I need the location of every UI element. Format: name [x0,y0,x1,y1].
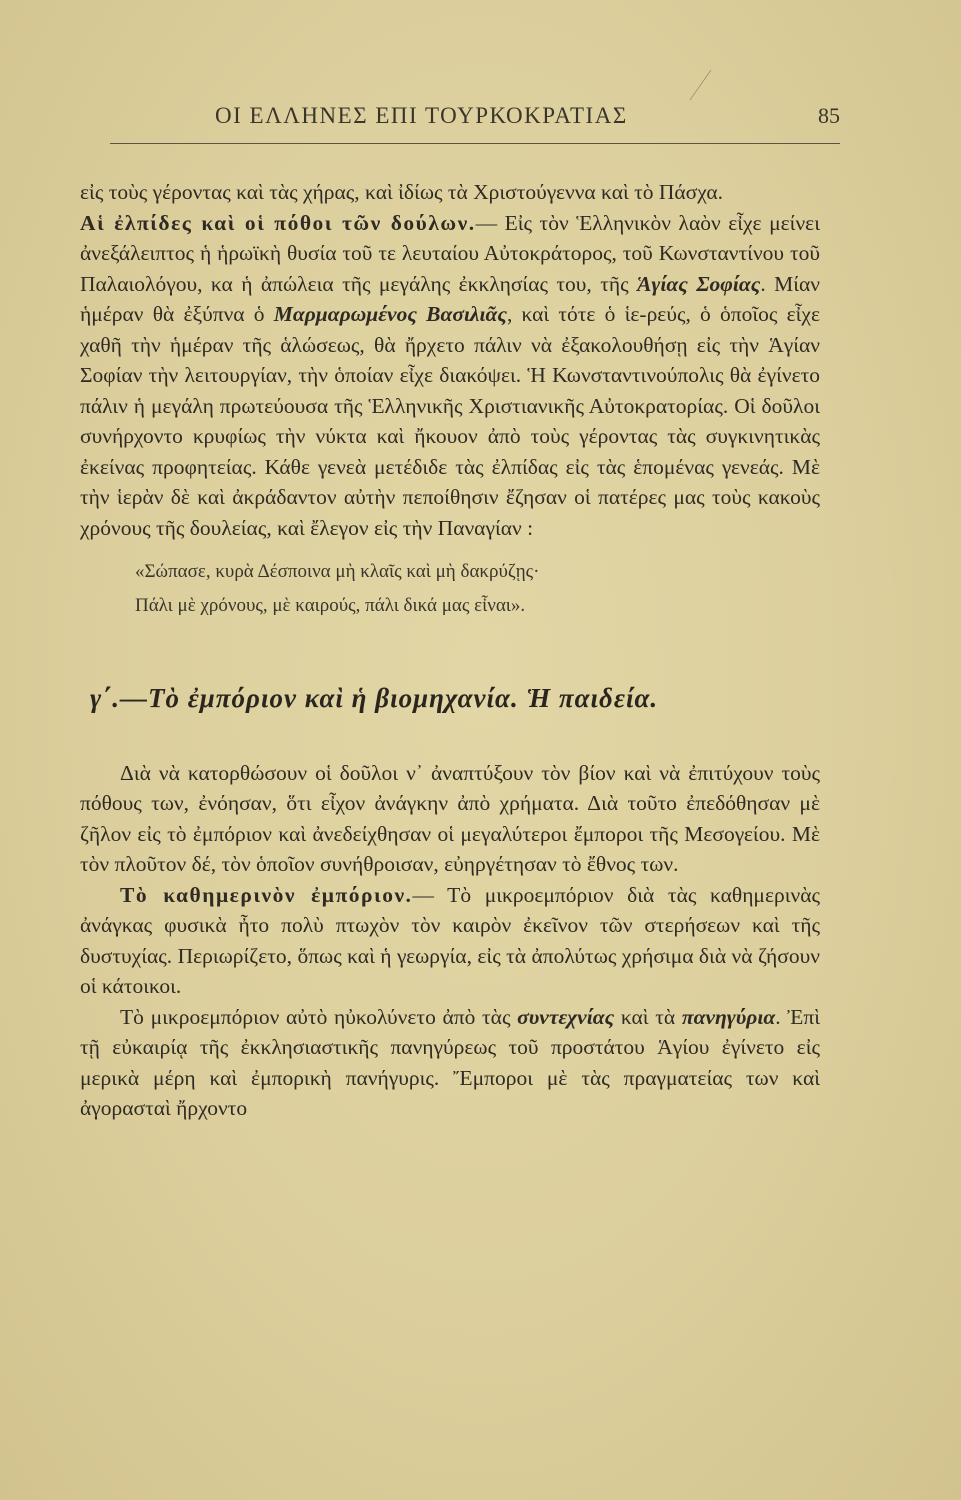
paragraph-4-text: — Τὸ μικροεμπόριον διὰ τὰς καθημερινὰς ἀνάγκας φυσικὰ ἦτο πολὺ πτωχὸν τὸν καιρὸν ἐκεῖνον τῶν στερήσεων καὶ τῆς δυστυχίας. Περιωρίζετο, ὅπως καὶ ἡ γεωργία, εἰς τὰ ἀπολύτως χρήσιμα διὰ νὰ ζήσουν οἱ κάτοικοι. [80,882,820,998]
page-header [110,103,840,143]
paragraph-5-text-b: καὶ τὰ [614,1004,682,1029]
paragraph-4-heading: Τὸ καθημερινὸν ἐμπόριον. [120,882,413,907]
paragraph-5-text-a: Τὸ μικροεμπόριον αὐτὸ ηὐκολύνετο ἀπὸ τὰς [120,1004,518,1029]
poem [135,555,820,623]
paragraph-2-text-a: — Εἰς τὸν Ἑλληνικὸν λαὸν εἶχε μείνει ἀνεξάλειπτος ἡ ἡρωϊκὴ θυσία τοῦ τε λευταίου Αὐτοκράτορος, τοῦ Κωνσταντίνου τοῦ Παλαιολόγου, κα ἡ ἀπώλεια τῆς μεγάλης ἐκκλησίας του, τῆς [80,210,820,296]
paragraph-2-text-b: . Μίαν ἡμέραν θὰ ἐξύπνα ὁ [80,271,821,326]
page-number: 85 [818,103,840,128]
body-text [80,177,820,1124]
paragraph-2-heading: Αἱ ἐλπίδες καὶ οἱ πόθοι τῶν δούλων. [80,210,476,235]
syntechnias-emphasis: συντεχνίας [517,1004,615,1029]
running-head: ΟΙ ΕΛΛΗΝΕΣ ΕΠΙ ΤΟΥΡΚΟΚΡΑΤΙΑΣ [215,103,628,128]
header-rule [110,143,840,144]
pencil-mark [689,70,751,100]
paragraph-5-text-c: . Ἐπὶ τῇ εὐκαιρίᾳ τῆς ἐκκλησιαστικῆς πανηγύρεως τοῦ προστάτου Ἁγίου ἐγίνετο εἰς μερικὰ μέρη καὶ ἐμπορικὴ πανήγυρις. Ἔμποροι μὲ τὰς πραγματείας των καὶ ἀγορασταὶ ἤρχοντο [80,1004,820,1120]
poem-line-1: «Σώπασε, κυρὰ Δέσποινα μὴ κλαῖς καὶ μὴ δακρύζῃς· [135,561,540,582]
poem-line-2: Πάλι μὲ χρόνους, μὲ καιρούς, πάλι δικά μας εἶναι». [135,595,526,616]
paragraph-3: Διὰ νὰ κατορθώσουν οἱ δοῦλοι ν᾿ ἀναπτύξουν τὸν βίον καὶ νὰ ἐπιτύχουν τοὺς πόθους των, ἐνόησαν, ὅτι εἶχον ἀνάγκην ἀπὸ χρήματα. Διὰ τοῦτο ἐπεδόθησαν μὲ ζῆλον εἰς τὸ ἐμπόριον καὶ ἀνεδείχθησαν οἱ μεγαλύτεροι ἔμποροι τῆς Μεσογείου. Μὲ τὸν πλοῦτον δέ, τὸν ὁποῖον συνήθροισαν, εὐηργέτησαν τὸ ἔθνος των. [80,760,820,876]
paragraph-2 [80,208,820,544]
paragraph-4 [80,880,820,1002]
marmaromenos-emphasis: Μαρμαρωμένος Βασιλιᾶς [273,302,507,326]
agia-sofia-emphasis: Ἁγίας Σοφίας [637,271,761,296]
paragraph-1: εἰς τοὺς γέροντας καὶ τὰς χήρας, καὶ ἰδίως τὰ Χριστούγεννα καὶ τὸ Πάσχα. [80,180,723,204]
paragraph-5 [80,1002,820,1124]
section-heading: γ΄.—Τὸ ἐμπόριον καὶ ἡ βιομηχανία. Ἡ παιδεία. [90,683,659,713]
panigyria-emphasis: πανηγύρια [681,1004,776,1029]
paragraph-2-text-c: , καὶ τότε ὁ ἱε-ρεύς, ὁ ὁποῖος εἶχε χαθῆ τὴν ἡμέραν τῆς ἁλώσεως, θὰ ἤρχετο πάλιν νὰ ἐξακολουθήσῃ εἰς τὴν Ἁγίαν Σοφίαν τὴν λειτουργίαν, τὴν ὁποίαν εἶχε διακόψει. Ἡ Κωνσταντινούπολις θὰ ἐγίνετο πάλιν ἡ μεγάλη πρωτεύουσα τῆς Ἑλληνικῆς Χριστιανικῆς Αὐτοκρατορίας. Οἱ δοῦλοι συνήρχοντο κρυφίως τὴν νύκτα καὶ ἤκουον ἀπὸ τοὺς γέροντας τὰς συγκινητικὰς ἐκείνας προφητείας. Κάθε γενεὰ μετέδιδε τὰς ἐλπίδας εἰς τὰς ἑπομένας γενεάς. Μὲ τὴν ἱερὰν δὲ καὶ ἀκράδαντον αὐτὴν πεποίθησιν ἔζησαν οἱ πατέρες μας τοὺς κακοὺς χρόνους τῆς δουλείας, καὶ ἔλεγον εἰς τὴν Παναγίαν : [80,302,820,540]
